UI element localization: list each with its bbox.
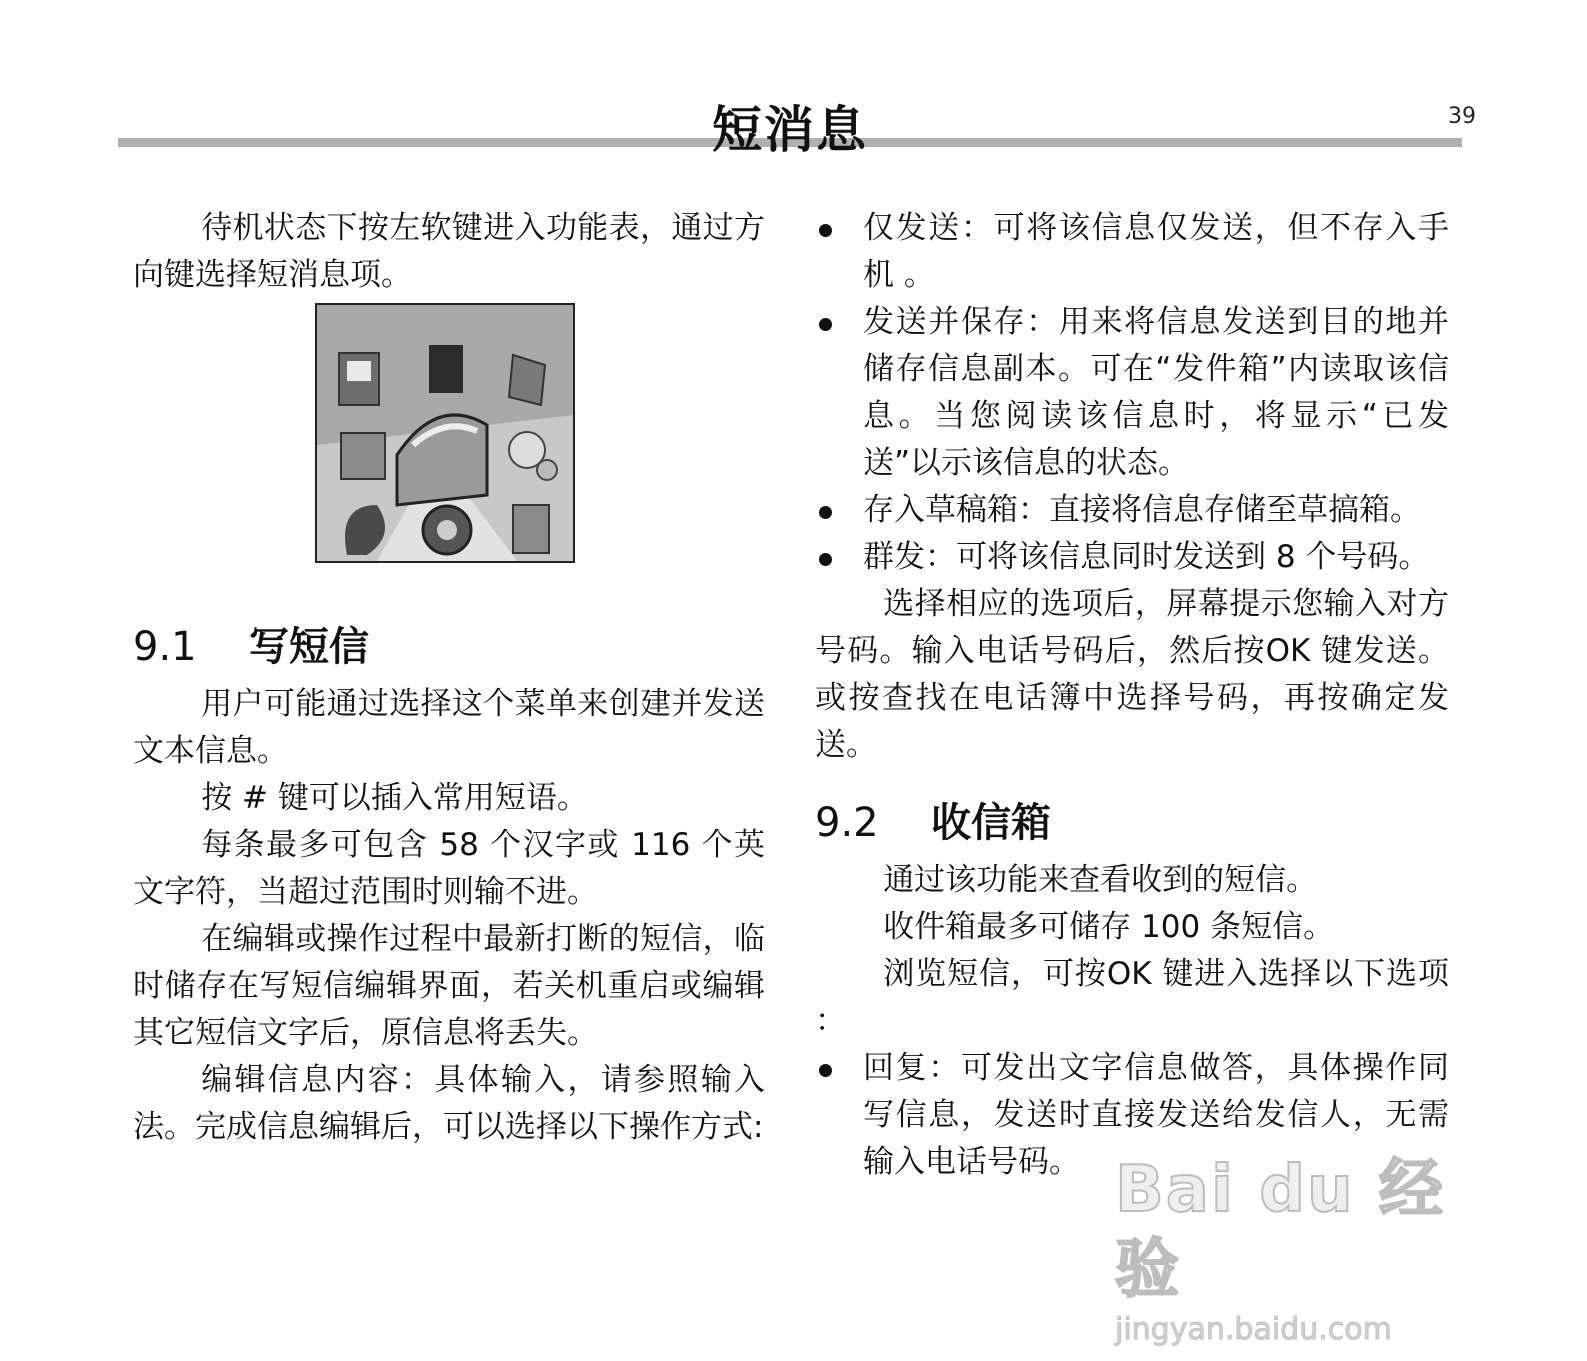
paragraph-after-options: 选择相应的选项后，屏幕提示您输入对方号码。输入电话号码后，然后按OK 键发送。或按查找在电话簿中选择号码，再按确定发送。 (815, 586, 1449, 763)
bullet-icon (819, 506, 832, 519)
send-options-list (815, 205, 1449, 581)
paragraph-view-inbox: 通过该功能来查看收到的短信。 (883, 862, 1318, 898)
watermark-brand: Bai du 经验 (1115, 1153, 1445, 1307)
baidu-watermark (1115, 1150, 1475, 1347)
menu-icons-image (315, 303, 575, 563)
list-item-text: 回复：可发出文字信息做答，具体操作同写信息，发送时直接发送给发信人，无需输入电话号码。 (863, 1050, 1449, 1180)
bullet-icon (819, 224, 832, 237)
paragraph-create-send: 用户可能通过选择这个菜单来创建并发送文本信息。 (133, 686, 765, 769)
section-9-1-number: 9.1 (133, 624, 197, 670)
list-item (815, 534, 1449, 581)
section-9-2-title: 收信箱 (931, 800, 1051, 846)
bullet-icon (819, 1064, 832, 1077)
list-item (815, 205, 1449, 299)
chapter-title-text: 短消息 (712, 101, 868, 159)
section-9-2-heading (815, 795, 1449, 851)
list-item-text: 仅发送：可将该信息仅发送，但不存入手机 。 (863, 210, 1449, 293)
intro-paragraph: 待机状态下按左软键进入功能表，通过方向键选择短消息项。 (133, 210, 765, 293)
list-item-text: 存入草稿箱：直接将信息存储至草搞箱。 (863, 492, 1421, 528)
paragraph-interrupted: 在编辑或操作过程中最新打断的短信，临时储存在写短信编辑界面，若关机重启或编辑其它短信文字后，原信息将丢失。 (133, 921, 765, 1051)
list-item-text: 发送并保存：用来将信息发送到目的地并储存信息副本。可在“发件箱”内读取该信息。当您阅读该信息时，将显示“已发送”以示该信息的状态。 (863, 304, 1449, 481)
chapter-title (700, 100, 880, 160)
list-item (815, 487, 1449, 534)
bullet-icon (819, 318, 832, 331)
list-item-text: 群发：可将该信息同时发送到 8 个号码。 (863, 539, 1430, 575)
menu-icons-illustration (317, 305, 573, 561)
paragraph-hash-key: 按 # 键可以插入常用短语。 (201, 780, 588, 816)
bullet-icon (819, 553, 832, 566)
page-number: 39 (1448, 104, 1476, 129)
right-column (815, 205, 1449, 1186)
section-9-1-title: 写短信 (249, 624, 369, 670)
paragraph-browse-options: 浏览短信，可按OK 键进入选择以下选项 ： (815, 956, 1449, 1039)
watermark-url: jingyan.baidu.com (1115, 1312, 1392, 1347)
paragraph-inbox-capacity: 收件箱最多可储存 100 条短信。 (883, 909, 1335, 945)
left-column (133, 205, 765, 1151)
list-item (815, 299, 1449, 487)
section-9-2-number: 9.2 (815, 800, 879, 846)
paragraph-edit-content: 编辑信息内容：具体输入，请参照输入法。完成信息编辑后，可以选择以下操作方式: (133, 1062, 765, 1145)
menu-figure-wrap (133, 303, 765, 593)
paragraph-char-limit: 每条最多可包含 58 个汉字或 116 个英文字符，当超过范围时则输不进。 (133, 827, 765, 910)
section-9-1-heading (133, 619, 765, 675)
